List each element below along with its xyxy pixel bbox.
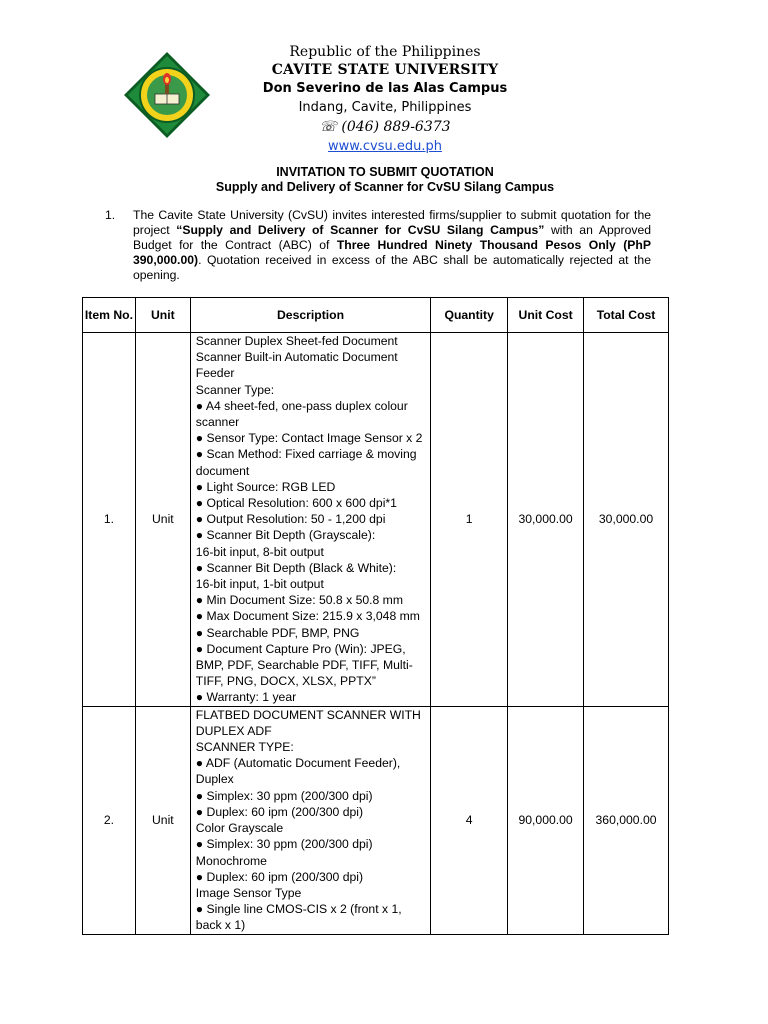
paragraph-number: 1. (105, 208, 116, 222)
item-number: 1. (83, 333, 136, 707)
document-title: INVITATION TO SUBMIT QUOTATION (276, 165, 494, 179)
header-unit: Unit (135, 298, 190, 333)
invitation-paragraph (105, 208, 651, 283)
paragraph-part2: with an Approved Budget for the Contract (ABC) of (133, 223, 651, 252)
paragraph-text (133, 208, 651, 283)
project-name: “Supply and Delivery of Scanner for CvSU Silang Campus” (176, 223, 545, 237)
description-line: ● Duplex: 60 ipm (200/300 dpi) (195, 869, 364, 884)
header-quantity: Quantity (431, 298, 508, 333)
header-item-no: Item No. (83, 298, 136, 333)
description-line: ● Max Document Size: 215.9 x 3,048 mm (195, 609, 420, 624)
header-description: Description (190, 298, 430, 333)
document-subtitle: Supply and Delivery of Scanner for CvSU Silang Campus (215, 180, 555, 194)
description-line: ● ADF (Automatic Document Feeder), Duplex (195, 756, 401, 787)
table-row (83, 706, 669, 934)
paragraph-part1: The Cavite State University (CvSU) invites interested firms/supplier to submit quotation for the project (133, 208, 651, 237)
header-unit-cost: Unit Cost (508, 298, 584, 333)
document-title-block (100, 165, 670, 195)
campus-address: Indang, Cavite, Philippines (298, 100, 472, 115)
item-description (190, 333, 430, 707)
item-unit-cost: 30,000.00 (508, 333, 584, 707)
description-line: ● Light Source: RGB LED (195, 479, 336, 494)
description-line: SCANNER TYPE: (195, 740, 294, 755)
item-quantity: 1 (431, 333, 508, 707)
description-line: ● Scanner Bit Depth (Grayscale): (195, 528, 376, 543)
item-total-cost: 360,000.00 (584, 706, 669, 934)
university-name: CAVITE STATE UNIVERSITY (271, 62, 499, 78)
item-unit: Unit (135, 333, 190, 707)
phone-number: ☏ (046) 889-6373 (319, 119, 451, 135)
letterhead (190, 43, 580, 157)
item-description (190, 706, 430, 934)
description-line: Scanner Duplex Sheet-fed Document Scanner Built-in Automatic Document Feeder (195, 334, 398, 381)
item-total-cost: 30,000.00 (584, 333, 669, 707)
description-line: ● Document Capture Pro (Win): JPEG, BMP, PDF, Searchable PDF, TIFF, Multi-TIFF, PNG, DOCX, XLSX, PPTX” (195, 641, 413, 689)
description-line: ● Simplex: 30 ppm (200/300 dpi) (195, 788, 373, 803)
description-line: ● Searchable PDF, BMP, PNG (195, 625, 360, 640)
republic-line: Republic of the Philippines (289, 44, 481, 60)
description-line: Color Grayscale (195, 821, 284, 836)
quotation-table (82, 297, 669, 935)
table-row (83, 333, 669, 707)
description-line: ● Optical Resolution: 600 x 600 dpi*1 (195, 496, 397, 511)
description-line: ● A4 sheet-fed, one-pass duplex colour scanner (195, 398, 408, 430)
table-header-row (83, 298, 669, 333)
description-line: ● Warranty: 1 year (195, 690, 297, 705)
description-line: ● Sensor Type: Contact Image Sensor x 2 (195, 431, 423, 446)
campus-name: Don Severino de las Alas Campus (262, 81, 508, 96)
item-unit: Unit (135, 706, 190, 934)
description-line: ● Scan Method: Fixed carriage & moving document (195, 447, 417, 478)
item-quantity: 4 (431, 706, 508, 934)
item-number: 2. (83, 706, 136, 934)
description-line: 16-bit input, 8-bit output (195, 544, 324, 559)
header-total-cost: Total Cost (584, 298, 669, 333)
description-line: 16-bit input, 1-bit output (195, 577, 324, 592)
description-line: ● Scanner Bit Depth (Black & White): (195, 560, 397, 575)
abc-amount: Three Hundred Ninety Thousand Pesos Only (PhP 390,000.00) (133, 238, 651, 267)
description-line: Monochrome (195, 853, 267, 868)
description-line: ● Simplex: 30 ppm (200/300 dpi) (195, 837, 373, 852)
item-unit-cost: 90,000.00 (508, 706, 584, 934)
description-line: FLATBED DOCUMENT SCANNER WITH DUPLEX ADF (195, 707, 421, 738)
description-line: ● Output Resolution: 50 - 1,200 dpi (195, 512, 386, 527)
description-line: ● Min Document Size: 50.8 x 50.8 mm (195, 593, 403, 608)
description-line: Scanner Type: (195, 382, 275, 397)
website-link[interactable]: www.cvsu.edu.ph (328, 139, 442, 154)
paragraph-part3: . Quotation received in excess of the ABC shall be automatically rejected at the opening. (133, 253, 651, 282)
description-line: ● Duplex: 60 ipm (200/300 dpi) (195, 804, 364, 819)
description-line: ● Single line CMOS-CIS x 2 (front x 1, back x 1) (195, 902, 402, 933)
description-line: Image Sensor Type (195, 885, 302, 900)
